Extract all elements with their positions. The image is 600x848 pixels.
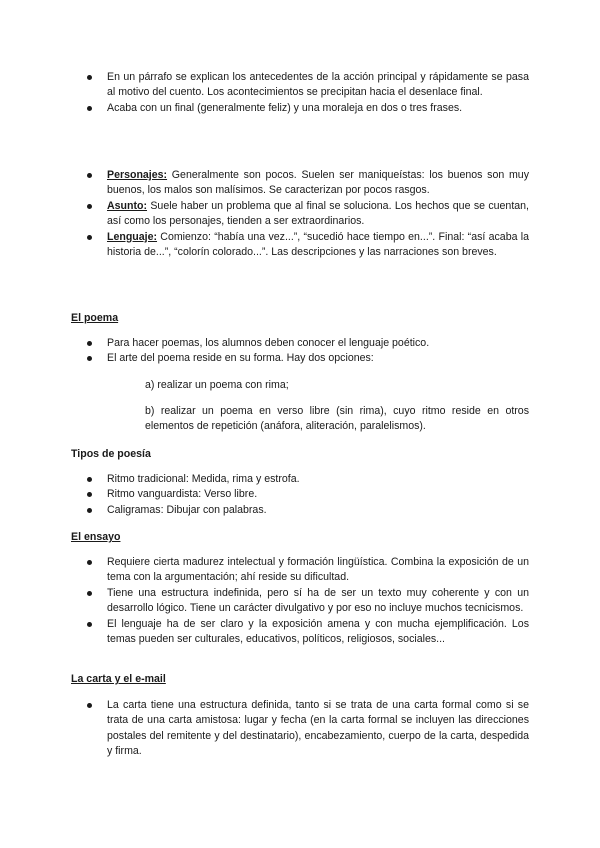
bullet-icon xyxy=(87,235,92,240)
bullet-icon xyxy=(87,204,92,209)
list-item: Para hacer poemas, los alumnos deben conocer el lenguaje poético. xyxy=(0,336,600,351)
carta-list xyxy=(0,698,600,760)
item-label: Lenguaje: xyxy=(107,230,158,243)
section-heading-carta: La carta y el e-mail xyxy=(71,673,166,685)
list-item: Asunto: Suele haber un problema que al final se soluciona. Los hechos que se cuentan, así como los personajes, tienden a ser extraordinarios. xyxy=(0,199,600,230)
list-item: Ritmo tradicional: Medida, rima y estrofa. xyxy=(0,472,600,487)
list-item: Requiere cierta madurez intelectual y formación lingüística. Combina la exposición de un tema con la argumentación; ahí reside su dificultad. xyxy=(0,555,600,586)
bullet-icon xyxy=(87,173,92,178)
list-item: Caligramas: Dibujar con palabras. xyxy=(0,503,600,518)
list-item: La carta tiene una estructura definida, tanto si se trata de una carta formal como si se trata de una carta amistosa: lugar y fecha (en la carta formal se incluyen las direcciones postales del remitente y del destinatario), encabezamiento, cuerpo de la carta, despedida y firma. xyxy=(0,698,600,760)
tipos-poesia-list xyxy=(0,472,600,518)
list-item: El lenguaje ha de ser claro y la exposición amena y con mucha ejemplificación. Los temas pueden ser culturales, educativos, políticos, religiosos, sociales... xyxy=(0,617,600,648)
cuento-caracteristicas-list xyxy=(0,168,600,260)
list-item: Ritmo vanguardista: Verso libre. xyxy=(0,487,600,502)
poema-list xyxy=(0,336,600,367)
bullet-icon xyxy=(87,492,92,497)
poema-option-b: b) realizar un poema en verso libre (sin rima), cuyo ritmo reside en otros elementos de repetición (anáfora, aliteración, paralelismos). xyxy=(145,405,529,433)
bullet-icon xyxy=(87,477,92,482)
ensayo-list xyxy=(0,555,600,647)
section-heading-poema: El poema xyxy=(71,312,119,324)
item-label: Asunto: xyxy=(107,199,148,212)
bullet-icon xyxy=(87,622,92,627)
bullet-icon xyxy=(87,75,92,80)
bullet-icon xyxy=(87,356,92,361)
list-item: En un párrafo se explican los antecedentes de la acción principal y rápidamente se pasa al motivo del cuento. Los acontecimientos se precipitan hacia el desenlace final. xyxy=(0,70,600,101)
bullet-icon xyxy=(87,591,92,596)
bullet-icon xyxy=(87,341,92,346)
cuento-intro-list xyxy=(0,70,600,116)
bullet-icon xyxy=(87,106,92,111)
section-heading-tipos-poesia: Tipos de poesía xyxy=(71,448,151,460)
poema-option-a: a) realizar un poema con rima; xyxy=(145,379,289,391)
list-item: El arte del poema reside en su forma. Hay dos opciones: xyxy=(0,351,600,366)
list-item: Tiene una estructura indefinida, pero sí ha de ser un texto muy coherente y con un desarrollo lógico. Tiene un carácter divulgativo y por eso no incluye muchos tecnicismos. xyxy=(0,586,600,617)
bullet-icon xyxy=(87,703,92,708)
bullet-icon xyxy=(87,560,92,565)
list-item: Acaba con un final (generalmente feliz) y una moraleja en dos o tres frases. xyxy=(0,101,600,116)
item-label: Personajes: xyxy=(107,169,168,181)
list-item: Personajes: Generalmente son pocos. Suelen ser maniqueístas: los buenos son muy buenos, los malos son malísimos. Se caracterizan por pocos rasgos. xyxy=(0,168,600,199)
section-heading-ensayo: El ensayo xyxy=(71,531,121,543)
list-item: Lenguaje: Comienzo: “había una vez...”, “sucedió hace tiempo en...”. Final: “así acaba la historia de...”, “colorín colorado...”. Las descripciones y las narraciones son breves. xyxy=(0,230,600,261)
bullet-icon xyxy=(87,508,92,513)
